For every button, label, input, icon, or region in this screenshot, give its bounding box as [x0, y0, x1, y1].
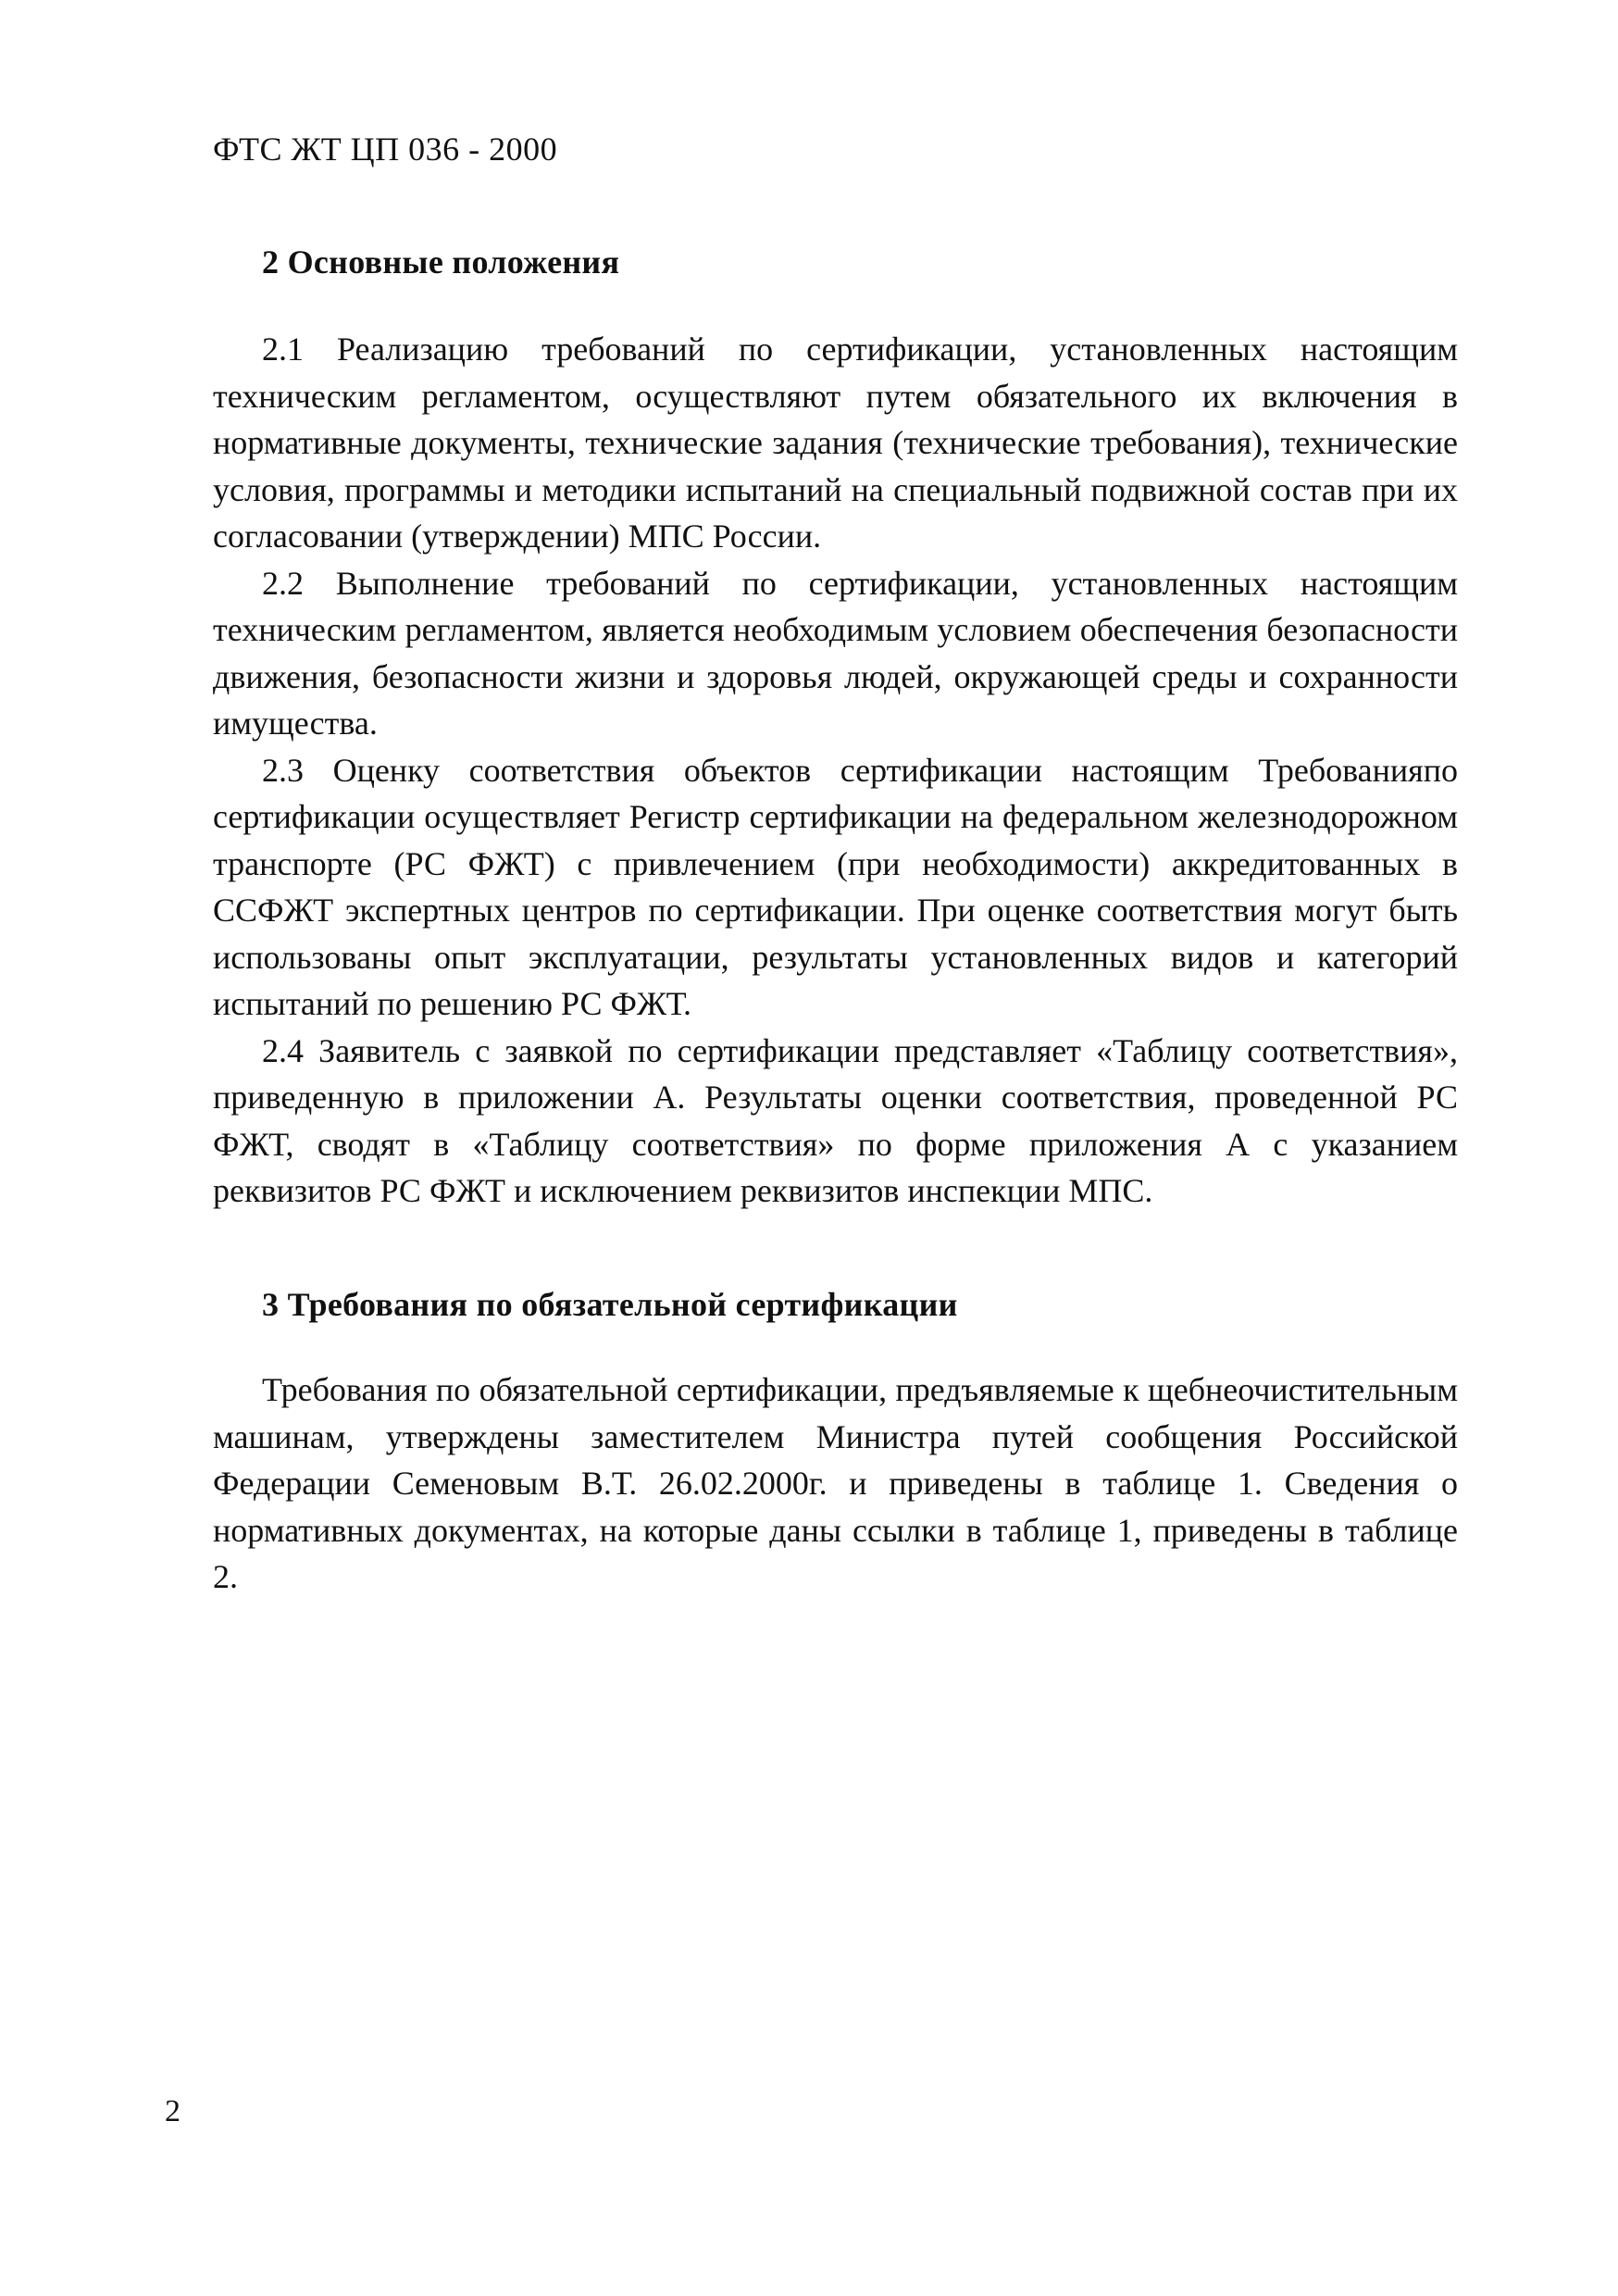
section-3-heading: 3 Требования по обязательной сертификации — [262, 1286, 958, 1323]
paragraph-2-1: 2.1 Реализацию требований по сертификации, установленных настоящим техническим регламентом, осуществляют путем обязательного их включения в нормативные документы, технические задания (технические требования), технические условия, программы и методики испытаний на специальный подвижной состав при их согласовании (утверждении) МПС России. — [213, 331, 1458, 555]
paragraph-3-intro: Требования по обязательной сертификации, предъявляемые к щебнеочистительным машинам, утверждены заместителем Министра путей сообщения Российской Федерации Семеновым В.Т. 26.02.2000г. и приведены в таблице 1. Сведения о нормативных документах, на которые даны ссылки в таблице 1, приведены в таблице 2. — [213, 1371, 1458, 1595]
paragraph-2-4: 2.4 Заявитель с заявкой по сертификации представляет «Таблицу соответствия», приведенную в приложении А. Результаты оценки соответствия, проведенной РС ФЖТ, сводят в «Таблицу соответствия» по форме приложения А с указанием реквизитов РС ФЖТ и исключением реквизитов инспекции МПС. — [213, 1031, 1458, 1209]
document-code: ФТС ЖТ ЦП 036 - 2000 — [213, 131, 558, 168]
section-3-body — [213, 1366, 1458, 1601]
paragraph-2-3: 2.3 Оценку соответствия объектов сертификации настоящим Требованияпо сертификации осуществляет Регистр сертификации на федеральном железнодорожном транспорте (РС ФЖТ) с привлечением (при необходимости) аккредитованных в ССФЖТ экспертных центров по сертификации. При оценке соответствия могут быть использованы опыт эксплуатации, результаты установленных видов и категорий испытаний по решению РС ФЖТ. — [213, 751, 1458, 1022]
page-number: 2 — [165, 2094, 180, 2128]
section-2-heading: 2 Основные положения — [262, 243, 620, 281]
section-2-body — [213, 326, 1458, 1215]
paragraph-2-2: 2.2 Выполнение требований по сертификации, установленных настоящим техническим регламентом, является необходимым условием обеспечения безопасности движения, безопасности жизни и здоровья людей, окружающей среды и сохранности имущества. — [213, 564, 1458, 742]
